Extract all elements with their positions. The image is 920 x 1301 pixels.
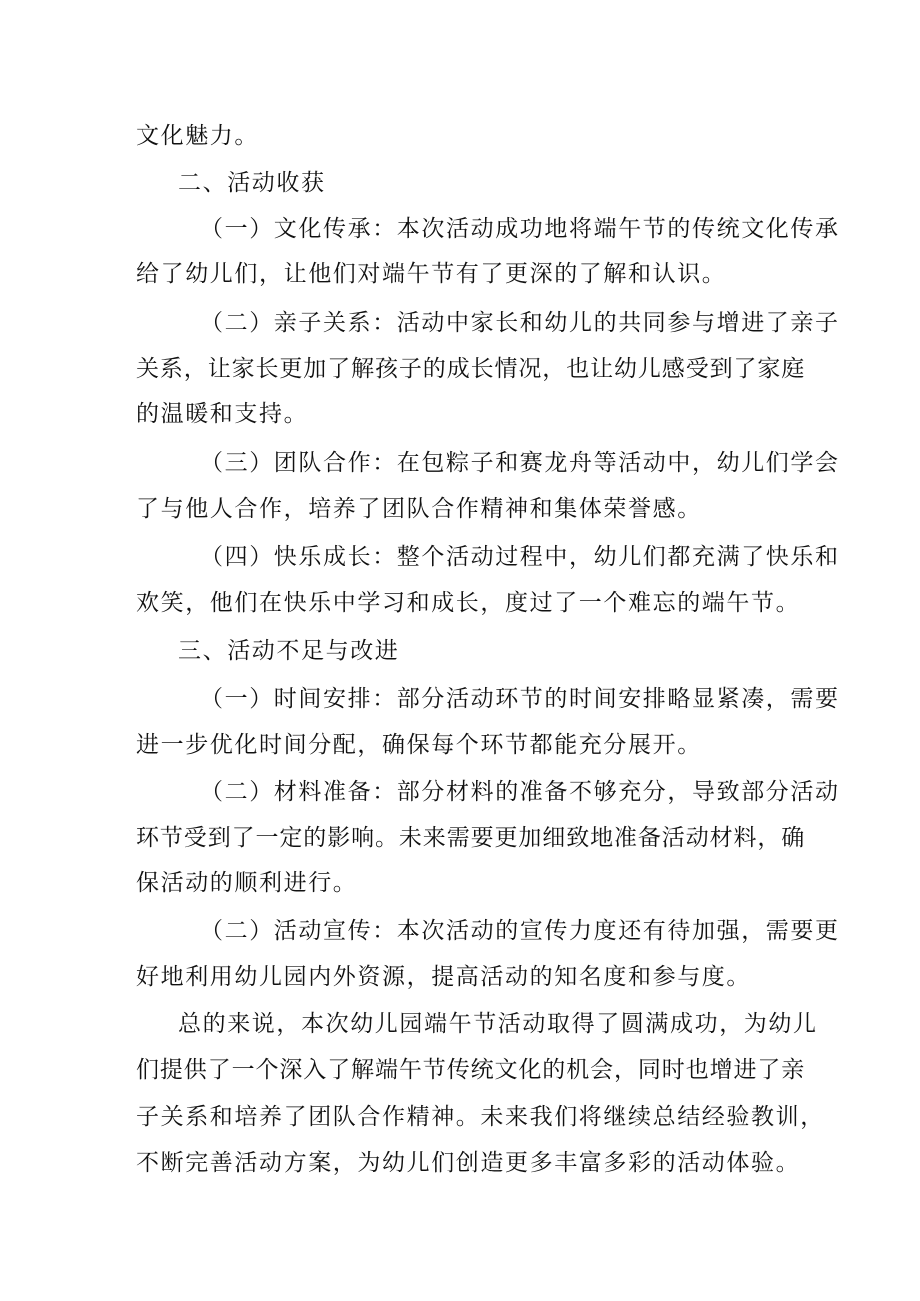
- paragraph-line: 子关系和培养了团队合作精神。未来我们将继续总结经验教训，: [136, 1104, 825, 1130]
- section-heading: 三、活动不足与改进: [178, 638, 400, 664]
- paragraph-line: （四）快乐成长：整个活动过程中，幼儿们都充满了快乐和: [200, 544, 840, 570]
- paragraph-line: 了与他人合作，培养了团队合作精神和集体荣誉感。: [136, 496, 702, 522]
- paragraph-line: 文化魅力。: [136, 123, 259, 149]
- paragraph-line: 欢笑，他们在快乐中学习和成长，度过了一个难忘的端午节。: [136, 590, 801, 616]
- paragraph-line: 总的来说，本次幼儿园端午节活动取得了圆满成功，为幼儿: [178, 1011, 818, 1037]
- paragraph-line: （三）团队合作：在包粽子和赛龙舟等活动中，幼儿们学会: [200, 450, 840, 476]
- paragraph-line: 进一步优化时间分配，确保每个环节都能充分展开。: [136, 732, 702, 758]
- paragraph-line: 给了幼儿们，让他们对端午节有了更深的了解和认识。: [136, 261, 727, 287]
- paragraph-line: 环节受到了一定的影响。未来需要更加细致地准备活动材料，确: [136, 825, 806, 851]
- paragraph-line: 们提供了一个深入了解端午节传统文化的机会，同时也增进了亲: [136, 1057, 806, 1083]
- paragraph-line: （二）材料准备：部分材料的准备不够充分，导致部分活动: [200, 779, 840, 805]
- paragraph-line: 不断完善活动方案，为幼儿们创造更多丰富多彩的活动体验。: [136, 1150, 801, 1176]
- paragraph-line: （二）亲子关系：活动中家长和幼儿的共同参与增进了亲子: [200, 310, 840, 336]
- section-heading: 二、活动收获: [178, 170, 326, 196]
- paragraph-line: 关系，让家长更加了解孩子的成长情况，也让幼儿感受到了家庭: [136, 356, 806, 382]
- paragraph-line: 保活动的顺利进行。: [136, 870, 358, 896]
- paragraph-line: 的温暖和支持。: [136, 401, 309, 427]
- paragraph-line: （一）文化传承：本次活动成功地将端午节的传统文化传承: [200, 216, 840, 242]
- paragraph-line: （二）活动宣传：本次活动的宣传力度还有待加强，需要更: [200, 918, 840, 944]
- paragraph-line: （一）时间安排：部分活动环节的时间安排略显紧凑，需要: [200, 686, 840, 712]
- paragraph-line: 好地利用幼儿园内外资源，提高活动的知名度和参与度。: [136, 964, 751, 990]
